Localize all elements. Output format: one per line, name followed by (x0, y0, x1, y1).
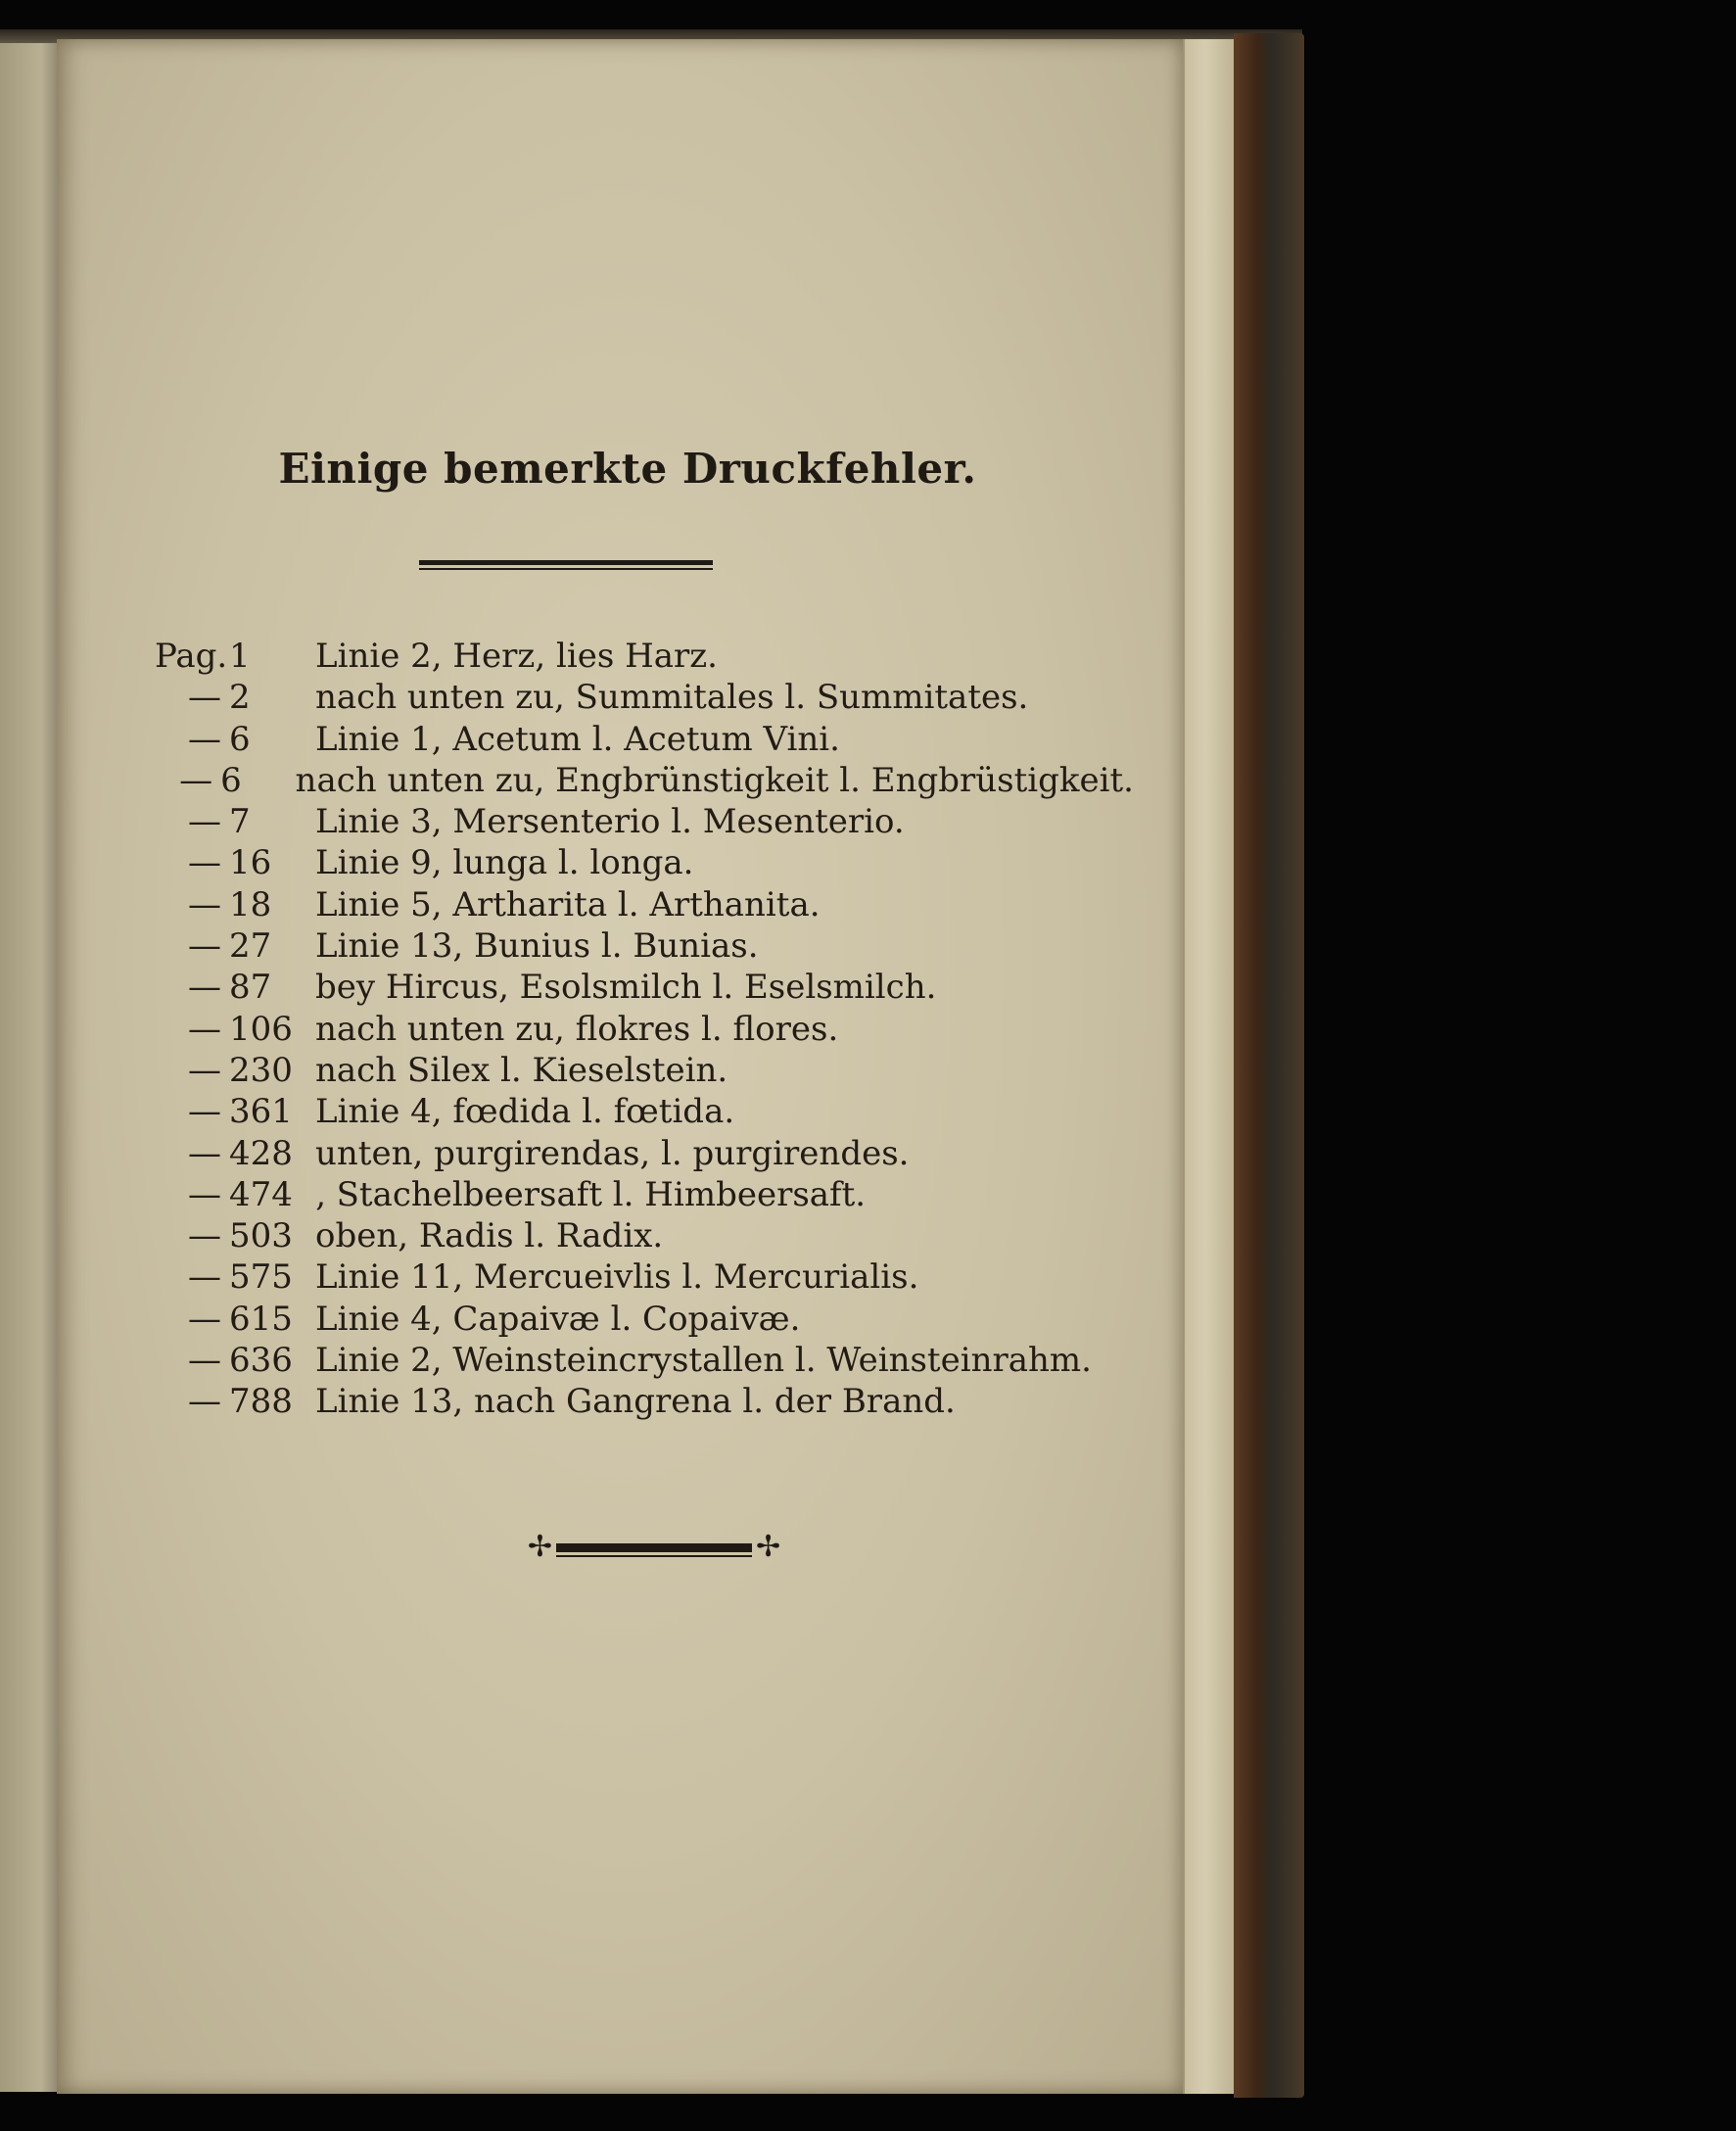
errata-entry (155, 1175, 1134, 1216)
entry-page-number: 474 (229, 1174, 293, 1214)
errata-entry (155, 1300, 1134, 1341)
errata-entry (155, 843, 1134, 884)
divider-thick-line (419, 560, 713, 565)
entry-correction-text: Linie 3, Mersenterio l. Mesenterio. (315, 802, 905, 842)
entry-correction-text: Linie 5, Artharita l. Arthanita. (315, 884, 821, 924)
entry-prefix: — (179, 760, 213, 800)
entry-prefix: — (188, 1299, 221, 1339)
errata-entry (155, 926, 1134, 968)
errata-entry (155, 1092, 1134, 1133)
entry-correction-text: Linie 11, Mercueivlis l. Mercurialis. (315, 1257, 919, 1298)
entry-page-number: 18 (229, 884, 272, 924)
entry-prefix: — (188, 1382, 221, 1422)
entry-page-number: 2 (229, 678, 251, 718)
errata-entry (155, 1134, 1134, 1175)
entry-page-number: 16 (229, 843, 272, 883)
entry-correction-text: ‚ Stachelbeersaft l. Himbeersaft. (315, 1174, 867, 1214)
title-divider (419, 560, 713, 574)
entry-correction-text: nach unten zu, flokres l. flores. (315, 1009, 839, 1049)
entry-correction-text: Linie 9, lunga l. longa. (315, 843, 694, 883)
errata-entry (155, 678, 1134, 719)
entry-page-number: 788 (229, 1382, 293, 1422)
entry-correction-text: Linie 4, Capaivæ l. Copaivæ. (315, 1299, 801, 1339)
entry-prefix: — (188, 1174, 221, 1214)
entry-prefix: — (188, 1009, 221, 1049)
errata-entry (155, 1051, 1134, 1092)
errata-entry (155, 802, 1134, 843)
errata-entry (155, 885, 1134, 926)
entry-correction-text: oben, Radis l. Radix. (315, 1216, 664, 1256)
entry-prefix: — (188, 1133, 221, 1173)
ornament-star-icon: ✢ (756, 1530, 781, 1564)
errata-entry (155, 1010, 1134, 1051)
book-cover (1234, 33, 1304, 2098)
entry-prefix: — (188, 1257, 221, 1298)
entry-correction-text: Linie 13, nach Gangrena l. der Brand. (315, 1382, 956, 1422)
page-title: Einige bemerkte Druckfehler. (278, 445, 977, 493)
entry-prefix: — (188, 968, 221, 1008)
entry-correction-text: bey Hircus, Esolsmilch l. Eselsmilch. (315, 968, 937, 1008)
entry-correction-text: Linie 13, Bunius l. Bunias. (315, 926, 759, 967)
errata-entry (155, 637, 1134, 678)
entry-prefix: — (188, 884, 221, 924)
entry-page-number: 230 (229, 1050, 293, 1090)
errata-entry (155, 1257, 1134, 1299)
errata-entry (155, 1216, 1134, 1257)
entry-page-number: 503 (229, 1216, 293, 1256)
errata-entry (155, 761, 1134, 802)
entry-page-number: 361 (229, 1092, 293, 1132)
entry-correction-text: Linie 4, fœdida l. fœtida. (315, 1092, 735, 1132)
errata-entry (155, 1382, 1134, 1423)
errata-entry (155, 1341, 1134, 1382)
entry-page-number: 87 (229, 968, 272, 1008)
entry-correction-text: unten, purgirendas, l. purgirendes. (315, 1133, 910, 1173)
entry-prefix: Pag. (155, 637, 228, 676)
divider-thin-line (419, 568, 713, 570)
entry-page-number: 1 (229, 637, 251, 676)
entry-prefix: — (188, 1216, 221, 1256)
page-stack-edge (1183, 39, 1236, 2094)
entry-correction-text: nach Silex l. Kieselstein. (315, 1050, 728, 1090)
ornament-star-icon: ✢ (527, 1530, 552, 1564)
errata-entry (155, 968, 1134, 1009)
entry-correction-text: Linie 2, Weinsteincrystallen l. Weinsteinrahm. (315, 1341, 1092, 1381)
entry-page-number: 615 (229, 1299, 293, 1339)
entry-prefix: — (188, 926, 221, 967)
entry-correction-text: nach unten zu, Summitales l. Summitates. (315, 678, 1029, 718)
entry-page-number: 6 (220, 760, 242, 800)
entry-page-number: 106 (229, 1009, 293, 1049)
entry-prefix: — (188, 1341, 221, 1381)
entry-prefix: — (188, 802, 221, 842)
entry-page-number: 575 (229, 1257, 293, 1298)
entry-prefix: — (188, 843, 221, 883)
entry-correction-text: Linie 1, Acetum l. Acetum Vini. (315, 719, 840, 759)
ornament-bar (556, 1543, 752, 1552)
entry-prefix: — (188, 678, 221, 718)
book-page (57, 39, 1183, 2094)
entry-prefix: — (188, 719, 221, 759)
entry-correction-text: nach unten zu, Engbrünstigkeit l. Engbrüstigkeit. (295, 760, 1134, 800)
entry-prefix: — (188, 1092, 221, 1132)
end-ornament (517, 1528, 791, 1567)
entry-page-number: 27 (229, 926, 272, 967)
entry-page-number: 428 (229, 1133, 293, 1173)
entry-page-number: 636 (229, 1341, 293, 1381)
entry-page-number: 6 (229, 719, 251, 759)
left-page-edge (0, 43, 59, 2092)
entry-prefix: — (188, 1050, 221, 1090)
entry-page-number: 7 (229, 802, 251, 842)
errata-list (155, 637, 1134, 1424)
errata-entry (155, 720, 1134, 761)
entry-correction-text: Linie 2, Herz, lies Harz. (315, 637, 718, 676)
